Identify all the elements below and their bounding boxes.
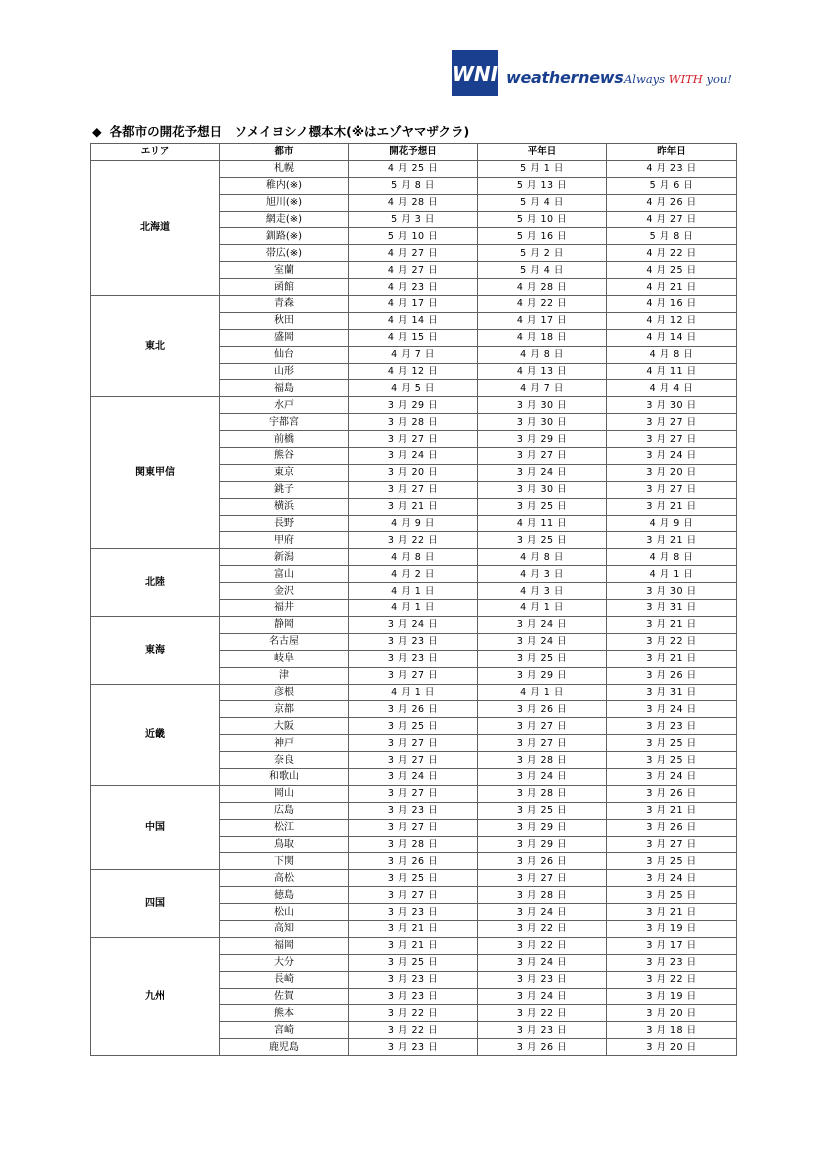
area-cell: 北陸	[91, 549, 220, 617]
city-cell: 稚内(※)	[220, 177, 349, 194]
last-year-date-cell: 3 月 26 日	[607, 667, 737, 684]
last-year-date-cell: 4 月 8 日	[607, 346, 737, 363]
normal-date-cell: 3 月 28 日	[478, 887, 607, 904]
forecast-date-cell: 4 月 1 日	[349, 684, 478, 701]
table-row	[91, 549, 737, 566]
normal-date-cell: 3 月 30 日	[478, 481, 607, 498]
city-cell: 宇都宮	[220, 414, 349, 431]
city-cell: 前橋	[220, 431, 349, 448]
forecast-date-cell: 4 月 23 日	[349, 279, 478, 296]
forecast-date-cell: 3 月 23 日	[349, 1039, 478, 1056]
city-cell: 釧路(※)	[220, 228, 349, 245]
last-year-date-cell: 3 月 27 日	[607, 431, 737, 448]
last-year-date-cell: 5 月 8 日	[607, 228, 737, 245]
normal-date-cell: 3 月 25 日	[478, 532, 607, 549]
last-year-date-cell: 3 月 23 日	[607, 718, 737, 735]
city-cell: 徳島	[220, 887, 349, 904]
city-cell: 東京	[220, 464, 349, 481]
normal-date-cell: 4 月 13 日	[478, 363, 607, 380]
normal-date-cell: 3 月 28 日	[478, 785, 607, 802]
forecast-date-cell: 3 月 26 日	[349, 701, 478, 718]
forecast-date-cell: 4 月 7 日	[349, 346, 478, 363]
last-year-date-cell: 3 月 19 日	[607, 988, 737, 1005]
area-cell: 近畿	[91, 684, 220, 785]
last-year-date-cell: 4 月 8 日	[607, 549, 737, 566]
tagline-accent: WITH	[668, 72, 703, 86]
forecast-date-cell: 3 月 27 日	[349, 752, 478, 769]
normal-date-cell: 4 月 7 日	[478, 380, 607, 397]
city-cell: 名古屋	[220, 633, 349, 650]
city-cell: 甲府	[220, 532, 349, 549]
normal-date-cell: 4 月 11 日	[478, 515, 607, 532]
last-year-date-cell: 3 月 30 日	[607, 583, 737, 600]
city-cell: 鳥取	[220, 836, 349, 853]
normal-date-cell: 5 月 4 日	[478, 194, 607, 211]
forecast-date-cell: 3 月 21 日	[349, 498, 478, 515]
normal-date-cell: 3 月 22 日	[478, 920, 607, 937]
city-cell: 宮崎	[220, 1022, 349, 1039]
table-body	[91, 160, 737, 1055]
forecast-date-cell: 3 月 21 日	[349, 920, 478, 937]
section-title	[92, 122, 469, 140]
normal-date-cell: 4 月 3 日	[478, 566, 607, 583]
bloom-forecast-table	[90, 143, 737, 1056]
table-row	[91, 160, 737, 177]
normal-date-cell: 3 月 29 日	[478, 836, 607, 853]
normal-date-cell: 4 月 8 日	[478, 549, 607, 566]
city-cell: 神戸	[220, 735, 349, 752]
last-year-date-cell: 3 月 31 日	[607, 600, 737, 617]
city-cell: 広島	[220, 802, 349, 819]
city-cell: 札幌	[220, 160, 349, 177]
city-cell: 網走(※)	[220, 211, 349, 228]
city-cell: 和歌山	[220, 768, 349, 785]
forecast-date-cell: 3 月 23 日	[349, 650, 478, 667]
city-cell: 山形	[220, 363, 349, 380]
area-cell: 四国	[91, 870, 220, 938]
last-year-date-cell: 4 月 4 日	[607, 380, 737, 397]
tagline-prefix: Always	[624, 72, 669, 86]
header-city: 都市	[220, 144, 349, 161]
normal-date-cell: 3 月 23 日	[478, 1022, 607, 1039]
forecast-date-cell: 3 月 27 日	[349, 785, 478, 802]
normal-date-cell: 4 月 17 日	[478, 312, 607, 329]
city-cell: 鹿児島	[220, 1039, 349, 1056]
last-year-date-cell: 3 月 23 日	[607, 954, 737, 971]
forecast-date-cell: 3 月 22 日	[349, 532, 478, 549]
forecast-date-cell: 5 月 8 日	[349, 177, 478, 194]
table-row	[91, 785, 737, 802]
forecast-date-cell: 4 月 17 日	[349, 296, 478, 313]
header-area: エリア	[91, 144, 220, 161]
table-row	[91, 937, 737, 954]
forecast-date-cell: 3 月 27 日	[349, 887, 478, 904]
forecast-date-cell: 3 月 23 日	[349, 971, 478, 988]
forecast-date-cell: 4 月 8 日	[349, 549, 478, 566]
wni-logo-mark	[452, 50, 498, 96]
forecast-date-cell: 3 月 27 日	[349, 667, 478, 684]
forecast-date-cell: 3 月 23 日	[349, 988, 478, 1005]
city-cell: 高松	[220, 870, 349, 887]
normal-date-cell: 4 月 8 日	[478, 346, 607, 363]
normal-date-cell: 3 月 26 日	[478, 853, 607, 870]
city-cell: 奈良	[220, 752, 349, 769]
city-cell: 高知	[220, 920, 349, 937]
last-year-date-cell: 4 月 26 日	[607, 194, 737, 211]
last-year-date-cell: 3 月 24 日	[607, 701, 737, 718]
last-year-date-cell: 4 月 14 日	[607, 329, 737, 346]
normal-date-cell: 3 月 25 日	[478, 498, 607, 515]
forecast-date-cell: 4 月 5 日	[349, 380, 478, 397]
normal-date-cell: 3 月 24 日	[478, 904, 607, 921]
brand-tagline	[624, 72, 732, 86]
last-year-date-cell: 3 月 21 日	[607, 650, 737, 667]
tagline-suffix: you!	[702, 72, 732, 86]
weathernews-logo	[452, 50, 742, 102]
area-cell: 東海	[91, 616, 220, 684]
forecast-date-cell: 3 月 25 日	[349, 954, 478, 971]
last-year-date-cell: 3 月 20 日	[607, 1005, 737, 1022]
city-cell: 下関	[220, 853, 349, 870]
normal-date-cell: 4 月 18 日	[478, 329, 607, 346]
city-cell: 大分	[220, 954, 349, 971]
normal-date-cell: 3 月 29 日	[478, 431, 607, 448]
forecast-date-cell: 3 月 24 日	[349, 768, 478, 785]
forecast-date-cell: 3 月 26 日	[349, 853, 478, 870]
city-cell: 熊谷	[220, 448, 349, 465]
forecast-date-cell: 4 月 1 日	[349, 583, 478, 600]
table-row	[91, 296, 737, 313]
city-cell: 松山	[220, 904, 349, 921]
forecast-date-cell: 4 月 12 日	[349, 363, 478, 380]
city-cell: 帯広(※)	[220, 245, 349, 262]
city-cell: 津	[220, 667, 349, 684]
forecast-date-cell: 3 月 27 日	[349, 481, 478, 498]
normal-date-cell: 3 月 27 日	[478, 735, 607, 752]
forecast-date-cell: 3 月 21 日	[349, 937, 478, 954]
normal-date-cell: 3 月 24 日	[478, 633, 607, 650]
city-cell: 青森	[220, 296, 349, 313]
normal-date-cell: 3 月 24 日	[478, 768, 607, 785]
normal-date-cell: 3 月 30 日	[478, 414, 607, 431]
normal-date-cell: 3 月 30 日	[478, 397, 607, 414]
city-cell: 銚子	[220, 481, 349, 498]
normal-date-cell: 3 月 26 日	[478, 1039, 607, 1056]
city-cell: 横浜	[220, 498, 349, 515]
table-row	[91, 870, 737, 887]
normal-date-cell: 3 月 24 日	[478, 988, 607, 1005]
table-row	[91, 684, 737, 701]
normal-date-cell: 3 月 29 日	[478, 667, 607, 684]
last-year-date-cell: 4 月 12 日	[607, 312, 737, 329]
last-year-date-cell: 4 月 21 日	[607, 279, 737, 296]
city-cell: 富山	[220, 566, 349, 583]
forecast-date-cell: 3 月 27 日	[349, 819, 478, 836]
last-year-date-cell: 4 月 25 日	[607, 262, 737, 279]
last-year-date-cell: 4 月 22 日	[607, 245, 737, 262]
normal-date-cell: 5 月 16 日	[478, 228, 607, 245]
normal-date-cell: 4 月 1 日	[478, 684, 607, 701]
city-cell: 室蘭	[220, 262, 349, 279]
city-cell: 静岡	[220, 616, 349, 633]
forecast-date-cell: 3 月 20 日	[349, 464, 478, 481]
last-year-date-cell: 3 月 26 日	[607, 819, 737, 836]
city-cell: 盛岡	[220, 329, 349, 346]
forecast-date-cell: 3 月 24 日	[349, 448, 478, 465]
last-year-date-cell: 3 月 24 日	[607, 448, 737, 465]
normal-date-cell: 4 月 28 日	[478, 279, 607, 296]
forecast-date-cell: 4 月 28 日	[349, 194, 478, 211]
area-cell: 九州	[91, 937, 220, 1055]
forecast-date-cell: 4 月 27 日	[349, 245, 478, 262]
forecast-date-cell: 3 月 28 日	[349, 836, 478, 853]
normal-date-cell: 3 月 22 日	[478, 1005, 607, 1022]
city-cell: 長野	[220, 515, 349, 532]
normal-date-cell: 3 月 24 日	[478, 954, 607, 971]
forecast-date-cell: 3 月 23 日	[349, 633, 478, 650]
forecast-date-cell: 4 月 27 日	[349, 262, 478, 279]
forecast-date-cell: 3 月 27 日	[349, 735, 478, 752]
last-year-date-cell: 3 月 17 日	[607, 937, 737, 954]
header-normal-date: 平年日	[478, 144, 607, 161]
normal-date-cell: 3 月 25 日	[478, 802, 607, 819]
forecast-date-cell: 3 月 22 日	[349, 1005, 478, 1022]
area-cell: 北海道	[91, 160, 220, 295]
normal-date-cell: 4 月 3 日	[478, 583, 607, 600]
city-cell: 金沢	[220, 583, 349, 600]
forecast-date-cell: 3 月 25 日	[349, 718, 478, 735]
last-year-date-cell: 4 月 23 日	[607, 160, 737, 177]
forecast-date-cell: 3 月 25 日	[349, 870, 478, 887]
last-year-date-cell: 3 月 20 日	[607, 464, 737, 481]
city-cell: 福岡	[220, 937, 349, 954]
forecast-date-cell: 3 月 22 日	[349, 1022, 478, 1039]
last-year-date-cell: 5 月 6 日	[607, 177, 737, 194]
last-year-date-cell: 3 月 21 日	[607, 498, 737, 515]
city-cell: 新潟	[220, 549, 349, 566]
last-year-date-cell: 3 月 24 日	[607, 870, 737, 887]
normal-date-cell: 3 月 29 日	[478, 819, 607, 836]
last-year-date-cell: 4 月 16 日	[607, 296, 737, 313]
table-row	[91, 616, 737, 633]
last-year-date-cell: 4 月 9 日	[607, 515, 737, 532]
header-forecast-date: 開花予想日	[349, 144, 478, 161]
forecast-date-cell: 3 月 28 日	[349, 414, 478, 431]
last-year-date-cell: 3 月 26 日	[607, 785, 737, 802]
last-year-date-cell: 3 月 27 日	[607, 481, 737, 498]
diamond-bullet-icon: ◆	[92, 124, 102, 139]
last-year-date-cell: 3 月 31 日	[607, 684, 737, 701]
section-title-text: 各都市の開花予想日 ソメイヨシノ標本木(※はエゾヤマザクラ)	[109, 124, 470, 139]
forecast-date-cell: 4 月 9 日	[349, 515, 478, 532]
city-cell: 長崎	[220, 971, 349, 988]
last-year-date-cell: 3 月 24 日	[607, 768, 737, 785]
forecast-date-cell: 3 月 23 日	[349, 904, 478, 921]
city-cell: 岡山	[220, 785, 349, 802]
brand-name: weathernews	[506, 68, 624, 87]
forecast-date-cell: 3 月 27 日	[349, 431, 478, 448]
last-year-date-cell: 4 月 27 日	[607, 211, 737, 228]
city-cell: 福井	[220, 600, 349, 617]
city-cell: 仙台	[220, 346, 349, 363]
city-cell: 水戸	[220, 397, 349, 414]
last-year-date-cell: 3 月 22 日	[607, 971, 737, 988]
normal-date-cell: 3 月 27 日	[478, 718, 607, 735]
normal-date-cell: 3 月 22 日	[478, 937, 607, 954]
last-year-date-cell: 4 月 11 日	[607, 363, 737, 380]
city-cell: 松江	[220, 819, 349, 836]
last-year-date-cell: 3 月 30 日	[607, 397, 737, 414]
last-year-date-cell: 3 月 18 日	[607, 1022, 737, 1039]
normal-date-cell: 5 月 2 日	[478, 245, 607, 262]
forecast-date-cell: 3 月 24 日	[349, 616, 478, 633]
normal-date-cell: 3 月 24 日	[478, 616, 607, 633]
last-year-date-cell: 3 月 25 日	[607, 853, 737, 870]
area-cell: 東北	[91, 296, 220, 397]
city-cell: 京都	[220, 701, 349, 718]
last-year-date-cell: 3 月 25 日	[607, 735, 737, 752]
forecast-date-cell: 5 月 10 日	[349, 228, 478, 245]
normal-date-cell: 3 月 27 日	[478, 870, 607, 887]
forecast-date-cell: 4 月 15 日	[349, 329, 478, 346]
table-header-row	[91, 144, 737, 161]
normal-date-cell: 3 月 26 日	[478, 701, 607, 718]
last-year-date-cell: 4 月 1 日	[607, 566, 737, 583]
city-cell: 函館	[220, 279, 349, 296]
normal-date-cell: 3 月 24 日	[478, 464, 607, 481]
forecast-date-cell: 4 月 2 日	[349, 566, 478, 583]
last-year-date-cell: 3 月 20 日	[607, 1039, 737, 1056]
forecast-date-cell: 4 月 1 日	[349, 600, 478, 617]
forecast-date-cell: 3 月 29 日	[349, 397, 478, 414]
last-year-date-cell: 3 月 21 日	[607, 802, 737, 819]
normal-date-cell: 5 月 10 日	[478, 211, 607, 228]
area-cell: 関東甲信	[91, 397, 220, 549]
wni-logo-text: WNI	[452, 62, 498, 86]
last-year-date-cell: 3 月 27 日	[607, 414, 737, 431]
area-cell: 中国	[91, 785, 220, 869]
last-year-date-cell: 3 月 21 日	[607, 532, 737, 549]
last-year-date-cell: 3 月 21 日	[607, 904, 737, 921]
forecast-date-cell: 3 月 23 日	[349, 802, 478, 819]
normal-date-cell: 5 月 4 日	[478, 262, 607, 279]
normal-date-cell: 3 月 28 日	[478, 752, 607, 769]
forecast-date-cell: 5 月 3 日	[349, 211, 478, 228]
city-cell: 大阪	[220, 718, 349, 735]
last-year-date-cell: 3 月 22 日	[607, 633, 737, 650]
city-cell: 熊本	[220, 1005, 349, 1022]
forecast-date-cell: 4 月 25 日	[349, 160, 478, 177]
normal-date-cell: 3 月 25 日	[478, 650, 607, 667]
city-cell: 福島	[220, 380, 349, 397]
last-year-date-cell: 3 月 21 日	[607, 616, 737, 633]
last-year-date-cell: 3 月 25 日	[607, 752, 737, 769]
city-cell: 佐賀	[220, 988, 349, 1005]
normal-date-cell: 4 月 1 日	[478, 600, 607, 617]
normal-date-cell: 4 月 22 日	[478, 296, 607, 313]
city-cell: 旭川(※)	[220, 194, 349, 211]
city-cell: 彦根	[220, 684, 349, 701]
normal-date-cell: 3 月 27 日	[478, 448, 607, 465]
normal-date-cell: 3 月 23 日	[478, 971, 607, 988]
header-last-year-date: 昨年日	[607, 144, 737, 161]
last-year-date-cell: 3 月 19 日	[607, 920, 737, 937]
city-cell: 秋田	[220, 312, 349, 329]
table-row	[91, 397, 737, 414]
forecast-date-cell: 4 月 14 日	[349, 312, 478, 329]
normal-date-cell: 5 月 1 日	[478, 160, 607, 177]
last-year-date-cell: 3 月 27 日	[607, 836, 737, 853]
normal-date-cell: 5 月 13 日	[478, 177, 607, 194]
last-year-date-cell: 3 月 25 日	[607, 887, 737, 904]
city-cell: 岐阜	[220, 650, 349, 667]
